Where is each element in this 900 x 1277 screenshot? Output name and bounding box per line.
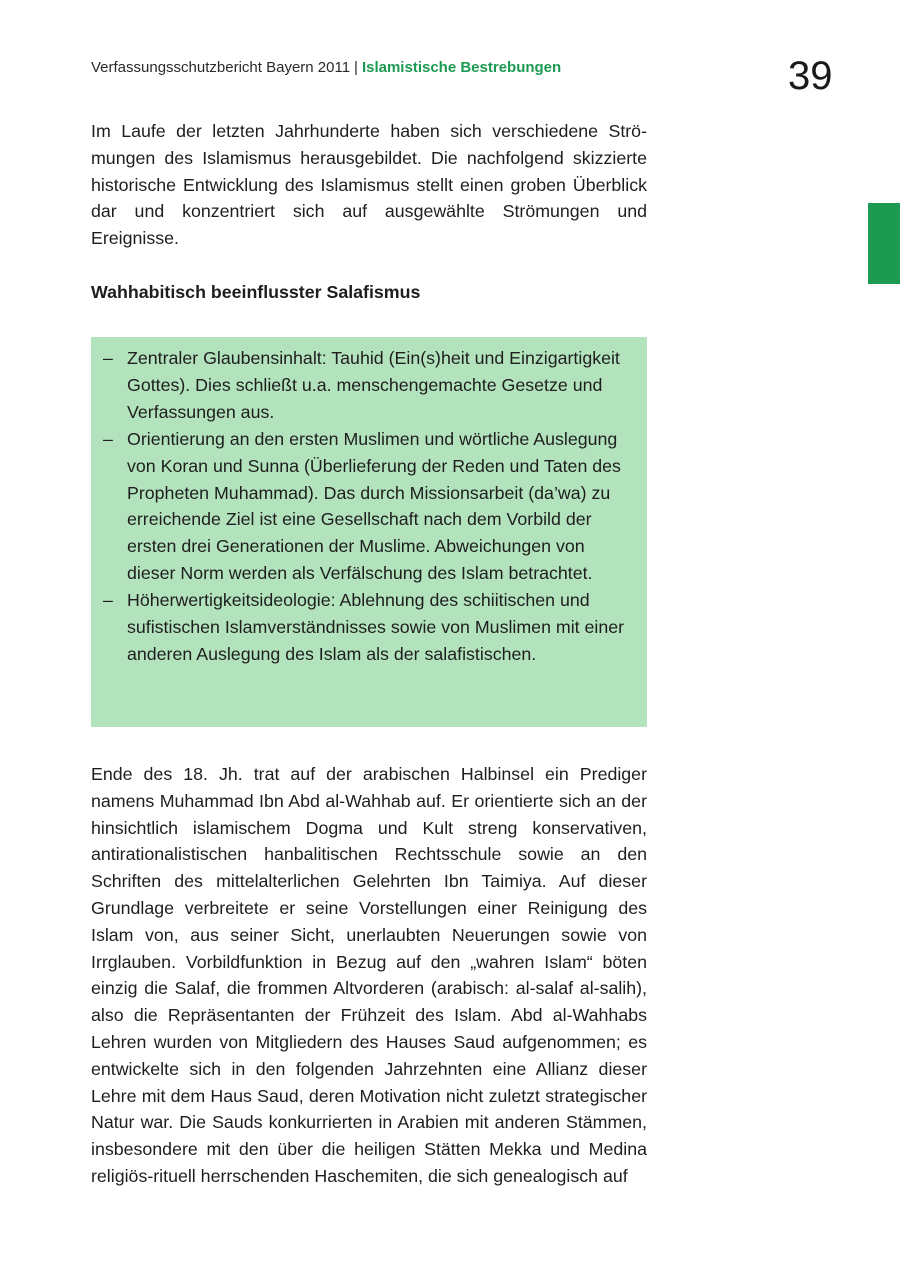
bullet-dash: – bbox=[103, 348, 113, 368]
header-separator: | bbox=[354, 59, 358, 76]
list-item-text: Höherwertigkeitsideologie: Ablehnung des schiitischen und sufistischen Islamverständnisses sowie von Muslimen mit einer anderen Auslegung des Islam als der salafistischen. bbox=[127, 590, 625, 664]
list-item bbox=[103, 587, 629, 668]
report-title: Verfassungsschutzbericht Bayern 2011 bbox=[91, 59, 351, 76]
running-header bbox=[91, 58, 561, 78]
infobox bbox=[91, 337, 647, 727]
bullet-dash: – bbox=[103, 428, 113, 449]
list-item-text: Orientierung an den ersten Muslimen und wörtliche Auslegung von Koran und Sunna (Überlieferung der Reden und Taten des Propheten Muhammad). Das durch Missionsarbeit (da’wa) zu erreichende Ziel ist eine Gesellschaft nach dem Vorbild der ersten drei Generationen der Muslime. Abweichungen von dieser Norm werden als Verfälschung des Islam betrachtet. bbox=[127, 428, 621, 584]
body-paragraph: Ende des 18. Jh. trat auf der arabischen Halbinsel ein Prediger namens Muhammad Ibn Abd al-Wahhab auf. Er orientierte sich an der hinsichtlich islamischem Dogma und Kult streng konservativen, antirationalistischen hanbalitischen Rechtsschule sowie an den Schriften des mittelalterlichen Gelehrten Ibn Taimiya. Auf dieser Grundlage verbreitete er seine Vorstellungen einer Reinigung des Islam von, aus seiner Sicht, unerlaubten Neuerungen sowie von Irrglauben. Vorbildfunktion in Bezug auf den „wahren Islam“ böten einzig die Salaf, die frommen Altvorderen (arabisch: al-salaf al-salih), also die Repräsentanten der Frühzeit des Islam. Abd al-Wahhabs Lehren wurden von Mitgliedern des Hauses Saud aufgenommen; es entwickelte sich in den folgenden Jahrzehnten eine Allianz dieser Lehre mit dem Haus Saud, deren Motivation nicht zuletzt strategischer Natur war. Die Sauds konkurrierten in Arabien mit anderen Stämmen, insbesondere mit den über die heiligen Stätten Mekka und Medina religiös-rituell herrschenden Haschemiten, die sich genealogisch auf bbox=[91, 764, 647, 1186]
section-heading: Wahhabitisch beeinflusster Salafismus bbox=[91, 282, 421, 302]
bullet-dash: – bbox=[103, 590, 113, 611]
list-item bbox=[103, 345, 629, 426]
infobox-list bbox=[103, 345, 629, 668]
list-item bbox=[103, 426, 629, 587]
page-number: 39 bbox=[788, 54, 833, 98]
list-item-text: Zentraler Glaubensinhalt: Tauhid (Ein(s)heit und Einzigartigkeit Gottes). Dies schließt u.a. menschengemachte Gesetze und Verfassungen aus. bbox=[127, 348, 620, 422]
section-title: Islamistische Bestrebungen bbox=[361, 59, 562, 76]
intro-paragraph: Im Laufe der letzten Jahrhunderte haben sich verschiedene Strömungen des Islamismus herausgebildet. Die nachfolgend skizzierte historische Entwicklung des Islamismus stellt einen groben Überblick dar und konzentriert sich auf ausgewählte Strömungen und Ereignisse. bbox=[91, 121, 647, 249]
chapter-thumb-tab bbox=[868, 203, 900, 284]
